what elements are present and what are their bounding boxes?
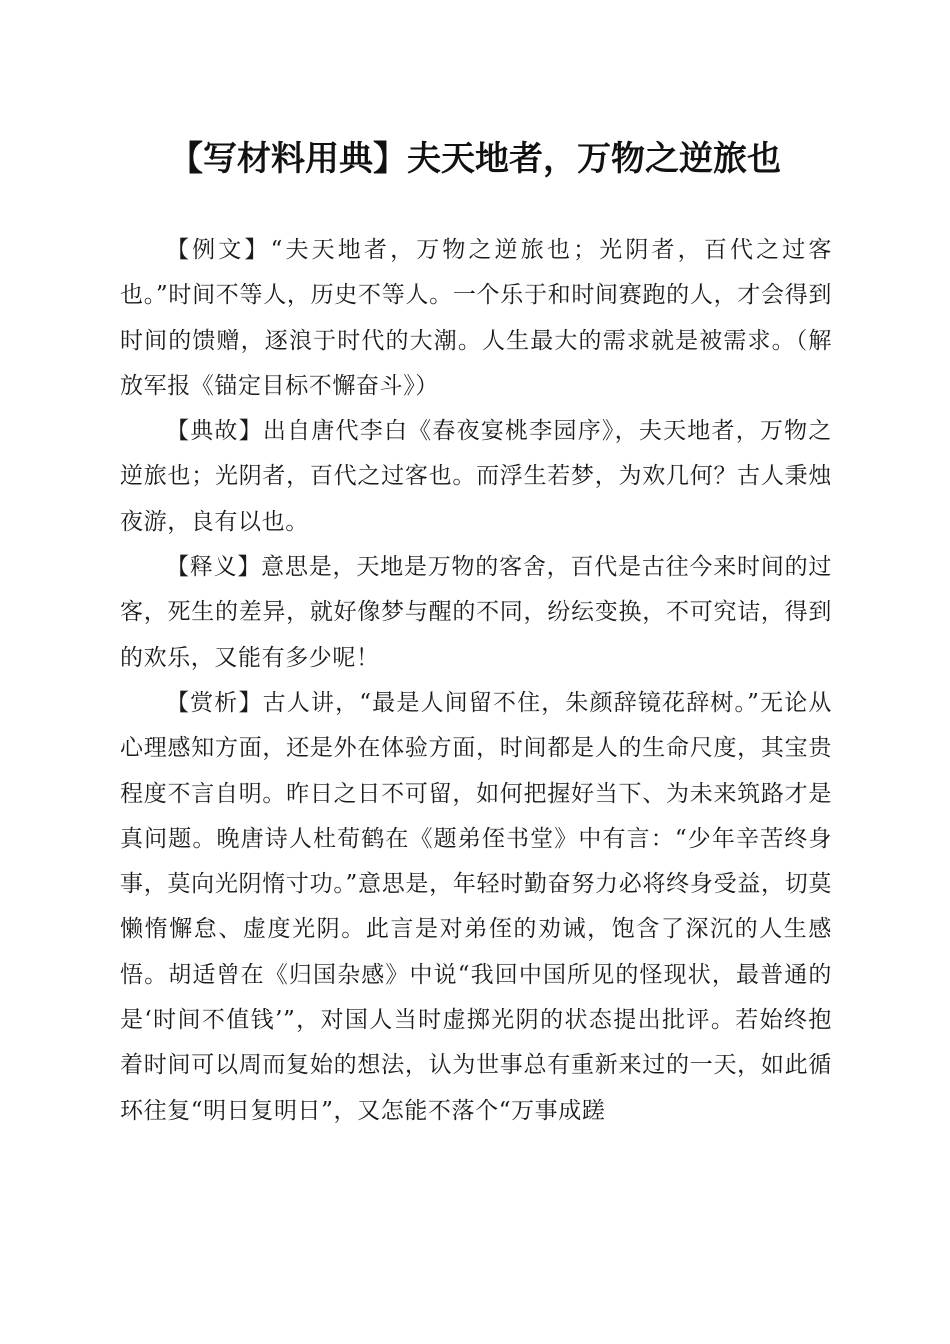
paragraph-label: 【例文】	[166, 237, 271, 263]
paragraph-text: “夫天地者，万物之逆旅也；光阴者，百代之过客也。”时间不等人，历史不等人。一个乐于和时间赛跑的人，才会得到时间的馈赠，逐浪于时代的大潮。人生最大的需求就是被需求。（解放军报《锚定目标不懈奋斗》）	[120, 237, 832, 399]
document-body	[120, 228, 832, 1134]
paragraph-appreciation	[120, 681, 832, 1134]
paragraph-text: 出自唐代李白《春夜宴桃李园序》，夫天地者，万物之逆旅也；光阴者，百代之过客也。而浮生若梦，为欢几何？古人秉烛夜游，良有以也。	[120, 418, 832, 535]
paragraph-explanation	[120, 545, 832, 681]
paragraph-label: 【赏析】	[166, 689, 263, 716]
paragraph-text: 古人讲，“最是人间留不住，朱颜辞镜花辞树。”无论从心理感知方面，还是外在体验方面，时间都是人的生命尺度，其宝贵程度不言自明。昨日之日不可留，如何把握好当下、为未来筑路才是真问题。晚唐诗人杜荀鹤在《题弟侄书堂》中有言：“少年辛苦终身事，莫向光阴惰寸功。”意思是，年轻时勤奋努力必将终身受益，切莫懒惰懈怠、虚度光阴。此言是对弟侄的劝诫，饱含了深沉的人生感悟。胡适曾在《归国杂感》中说“我回中国所见的怪现状，最普通的是‘时间不值钱’”，对国人当时虚掷光阴的状态提出批评。若始终抱着时间可以周而复始的想法，认为世事总有重新来过的一天，如此循环往复“明日复明日”，又怎能不落个“万事成蹉	[120, 689, 832, 1124]
paragraph-label: 【释义】	[166, 554, 262, 581]
paragraph-text: 意思是，天地是万物的客舍，百代是古往今来时间的过客，死生的差异，就好像梦与醒的不同，纷纭变换，不可究诘，得到的欢乐，又能有多少呢！	[120, 554, 832, 671]
paragraph-allusion	[120, 409, 832, 545]
paragraph-label: 【典故】	[166, 418, 263, 445]
paragraph-example	[120, 228, 832, 409]
document-title: 【写材料用典】夫天地者，万物之逆旅也	[169, 139, 781, 179]
